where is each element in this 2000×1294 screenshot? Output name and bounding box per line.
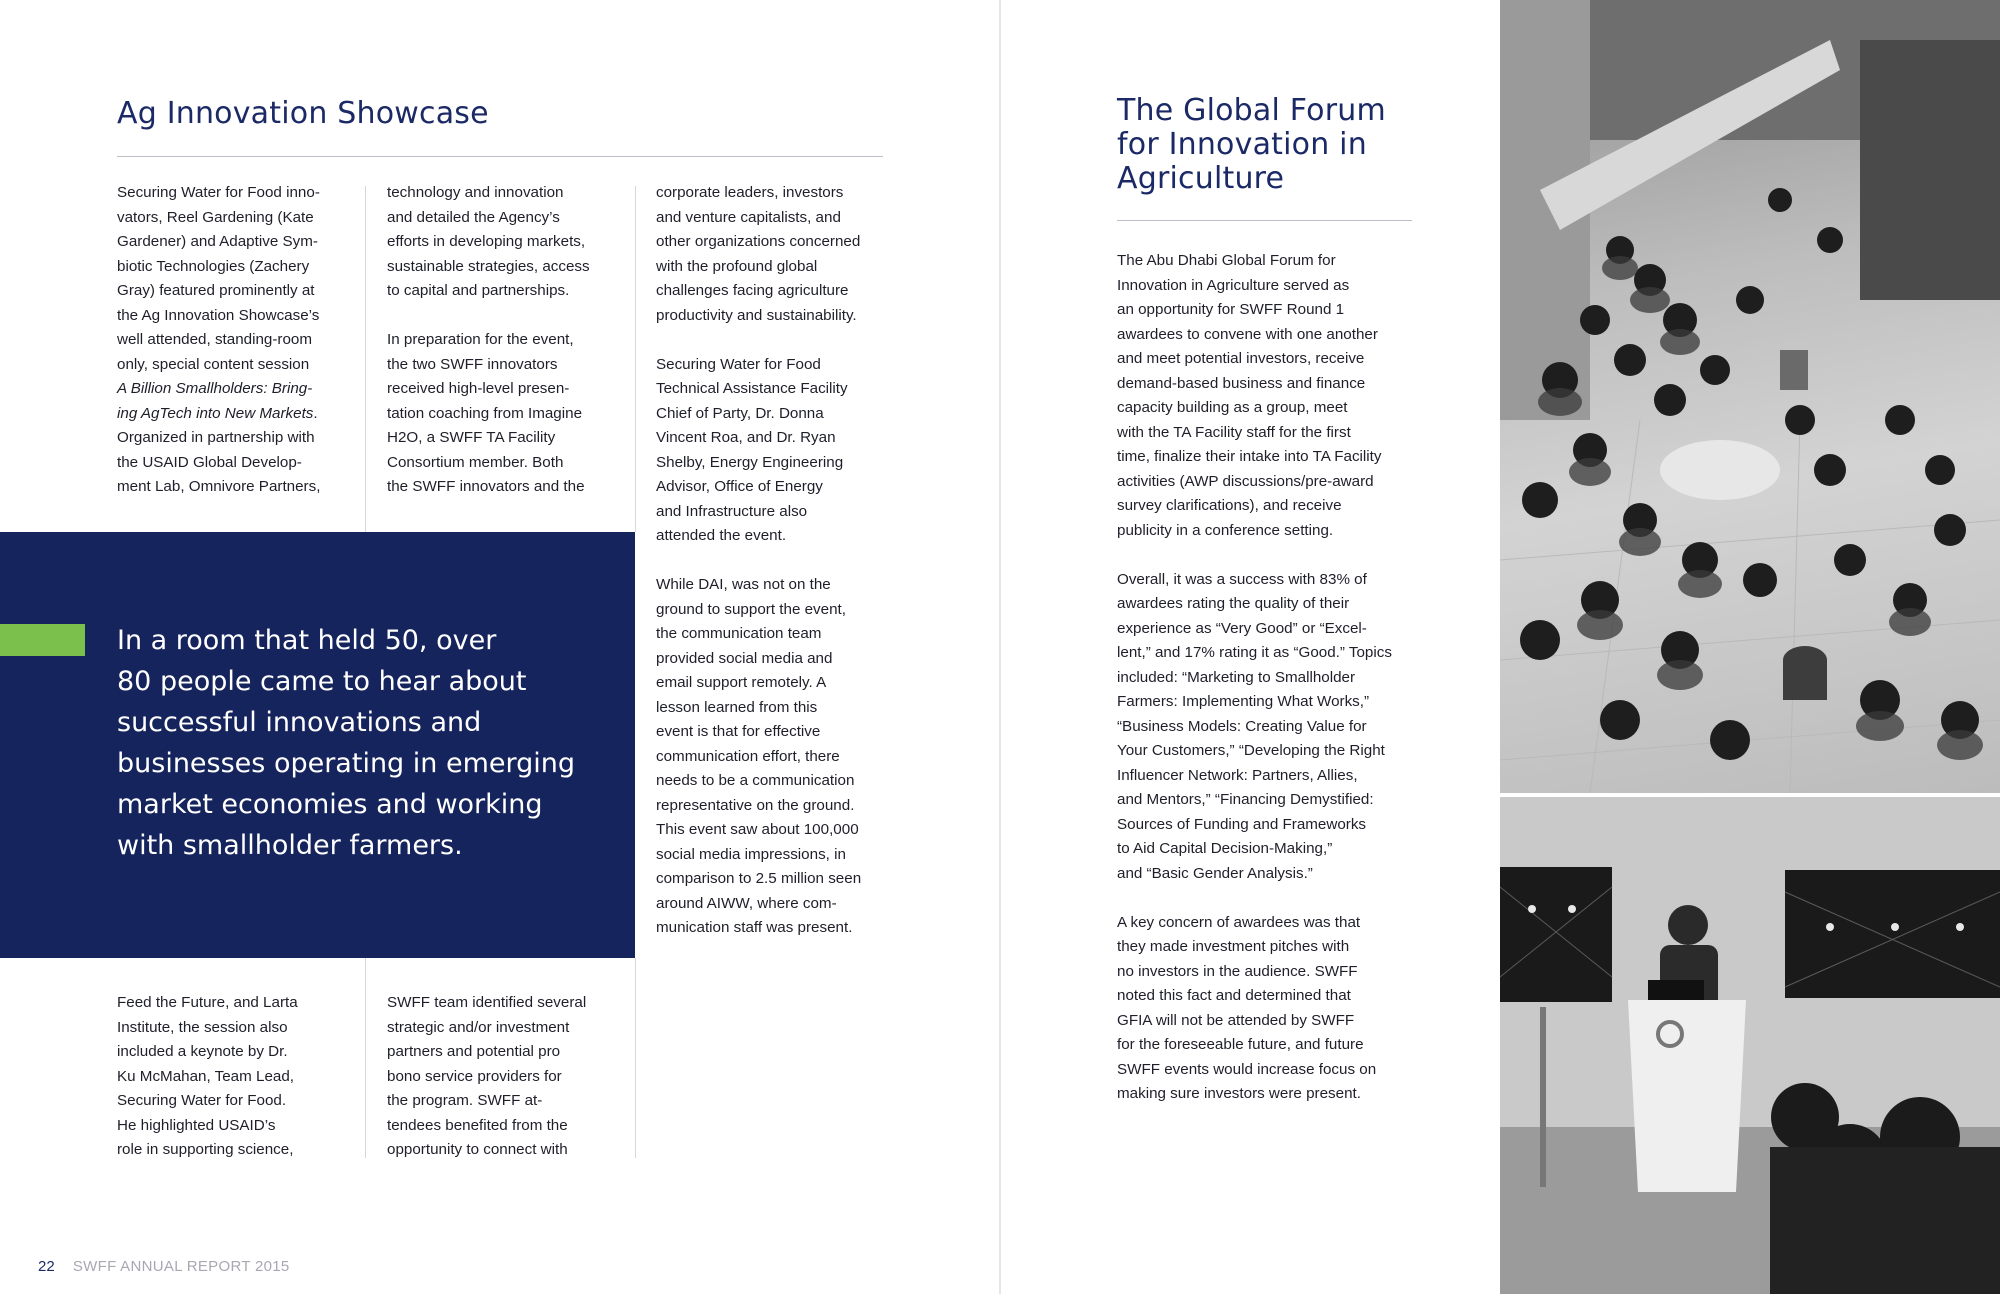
page-number: 22: [38, 1258, 55, 1275]
column-2-top: [387, 181, 619, 500]
page-gutter-divider: [999, 0, 1001, 1294]
col3-paragraph-3: While DAI, was not on the ground to support the event, the communication team provided social media and email support remotely. A lesson learned from this event is that for effective communication effort, there needs to be a communication representative on the ground. This event saw about 100,000 social media impressions, in comparison to 2.5 million seen around AIWW, where com- munication staff was present.: [656, 576, 862, 936]
title-rule: [1117, 220, 1412, 221]
pull-quote: In a room that held 50, over 80 people came to hear about successful innovations and businesses operating in emerging market economies and working with smallholder farmers.: [117, 625, 576, 861]
col2-paragraph-1: technology and innovation and detailed the Agency’s efforts in developing markets, sustainable strategies, access to capital and partnerships.: [387, 184, 590, 299]
column-1-bottom: [117, 991, 349, 1163]
conference-crowd-photo: [1500, 0, 2000, 793]
column-separator: [635, 186, 636, 532]
column-separator: [365, 958, 366, 1158]
section-title-global-forum: The Global Forum for Innovation in Agriculture: [1117, 93, 1386, 196]
speaker-at-podium-photo: [1500, 797, 2000, 1294]
right-paragraph-3: A key concern of awardees was that they made investment pitches with no investors in the audience. SWFF noted this fact and determined that GFIA will not be attended by SWFF for the foreseeable future, and future SWFF events would increase focus on making sure investors were present.: [1117, 913, 1377, 1102]
col1-paragraph: [117, 181, 349, 500]
crowd-photo-illustration: [1500, 0, 2000, 793]
col2-bottom-paragraph: SWFF team identified several strategic and/or investment partners and potential pro bono service providers for the program. SWFF at- tendees benefited from the opportunity to connect with: [387, 994, 587, 1158]
col1-text-start: Securing Water for Food inno- vators, Reel Gardening (Kate Gardener) and Adaptive Sym- biotic Technologies (Zachery Gray) featured prominently at the Ag Innovation Showcase’s well attended, standing-room only, special content session: [117, 184, 320, 373]
right-paragraph-1: The Abu Dhabi Global Forum for Innovation in Agriculture served as an opportunity for SWFF Round 1 awardees to convene with one another and meet potential investors, receive demand-based business and finance capacity building as a group, meet with the TA Facility staff for the first time, finalize their intake into TA Facility activities (AWP discussions/pre-award survey clarifications), and receive publicity in a conference setting.: [1117, 252, 1382, 539]
col2-paragraph-2: In preparation for the event, the two SWFF innovators received high-level presen- tation coaching from Imagine H2O, a SWFF TA Facility Consortium member. Both the SWFF innovators and the: [387, 331, 585, 495]
column-1-top: [117, 181, 349, 500]
right-column: [1117, 249, 1417, 1107]
col3-paragraph-1: corporate leaders, investors and venture capitalists, and other organizations concerned with the profound global challenges facing agriculture productivity and sustainability.: [656, 184, 861, 324]
pull-quote-accent-bar: [0, 624, 85, 656]
col1-text-end: . Organized in partnership with the USAID Global Develop- ment Lab, Omnivore Partners,: [117, 404, 321, 495]
col1-bottom-paragraph: Feed the Future, and Larta Institute, the session also included a keynote by Dr. Ku McMahan, Team Lead, Securing Water for Food. He highlighted USAID’s role in supporting science,: [117, 994, 298, 1158]
col3-paragraph-2: Securing Water for Food Technical Assistance Facility Chief of Party, Dr. Donna Vincent Roa, and Dr. Ryan Shelby, Energy Engineering Advisor, Office of Energy and Infrastructure also attended the event.: [656, 355, 848, 544]
section-title-ag-innovation-showcase: Ag Innovation Showcase: [117, 96, 489, 131]
session-title-italic: A Billion Smallholders: Bring- ing AgTech into New Markets: [117, 380, 314, 422]
right-paragraph-2: Overall, it was a success with 83% of awardees rating the quality of their experience as “Very Good” or “Excel- lent,” and 17% rating it as “Good.” Topics included: “Marketing to Smallholder Farmers: Implementing What Works,” “Business Models: Creating Value for Your Customers,” “Developing the Right Influencer Network: Partners, Allies, and Mentors,” “Financing Demystified: Sources of Funding and Frameworks to Aid Capital Decision-Making,” and “Basic Gender Analysis.”: [1117, 570, 1392, 882]
column-separator: [635, 958, 636, 1158]
column-2-bottom: [387, 991, 619, 1163]
page-footer: [38, 1258, 290, 1276]
report-label: SWFF ANNUAL REPORT 2015: [72, 1258, 290, 1275]
pull-quote-panel: [0, 532, 635, 958]
title-rule: [117, 156, 883, 157]
speaker-photo-illustration: [1500, 797, 2000, 1294]
column-separator: [365, 186, 366, 532]
column-3: [656, 181, 896, 941]
